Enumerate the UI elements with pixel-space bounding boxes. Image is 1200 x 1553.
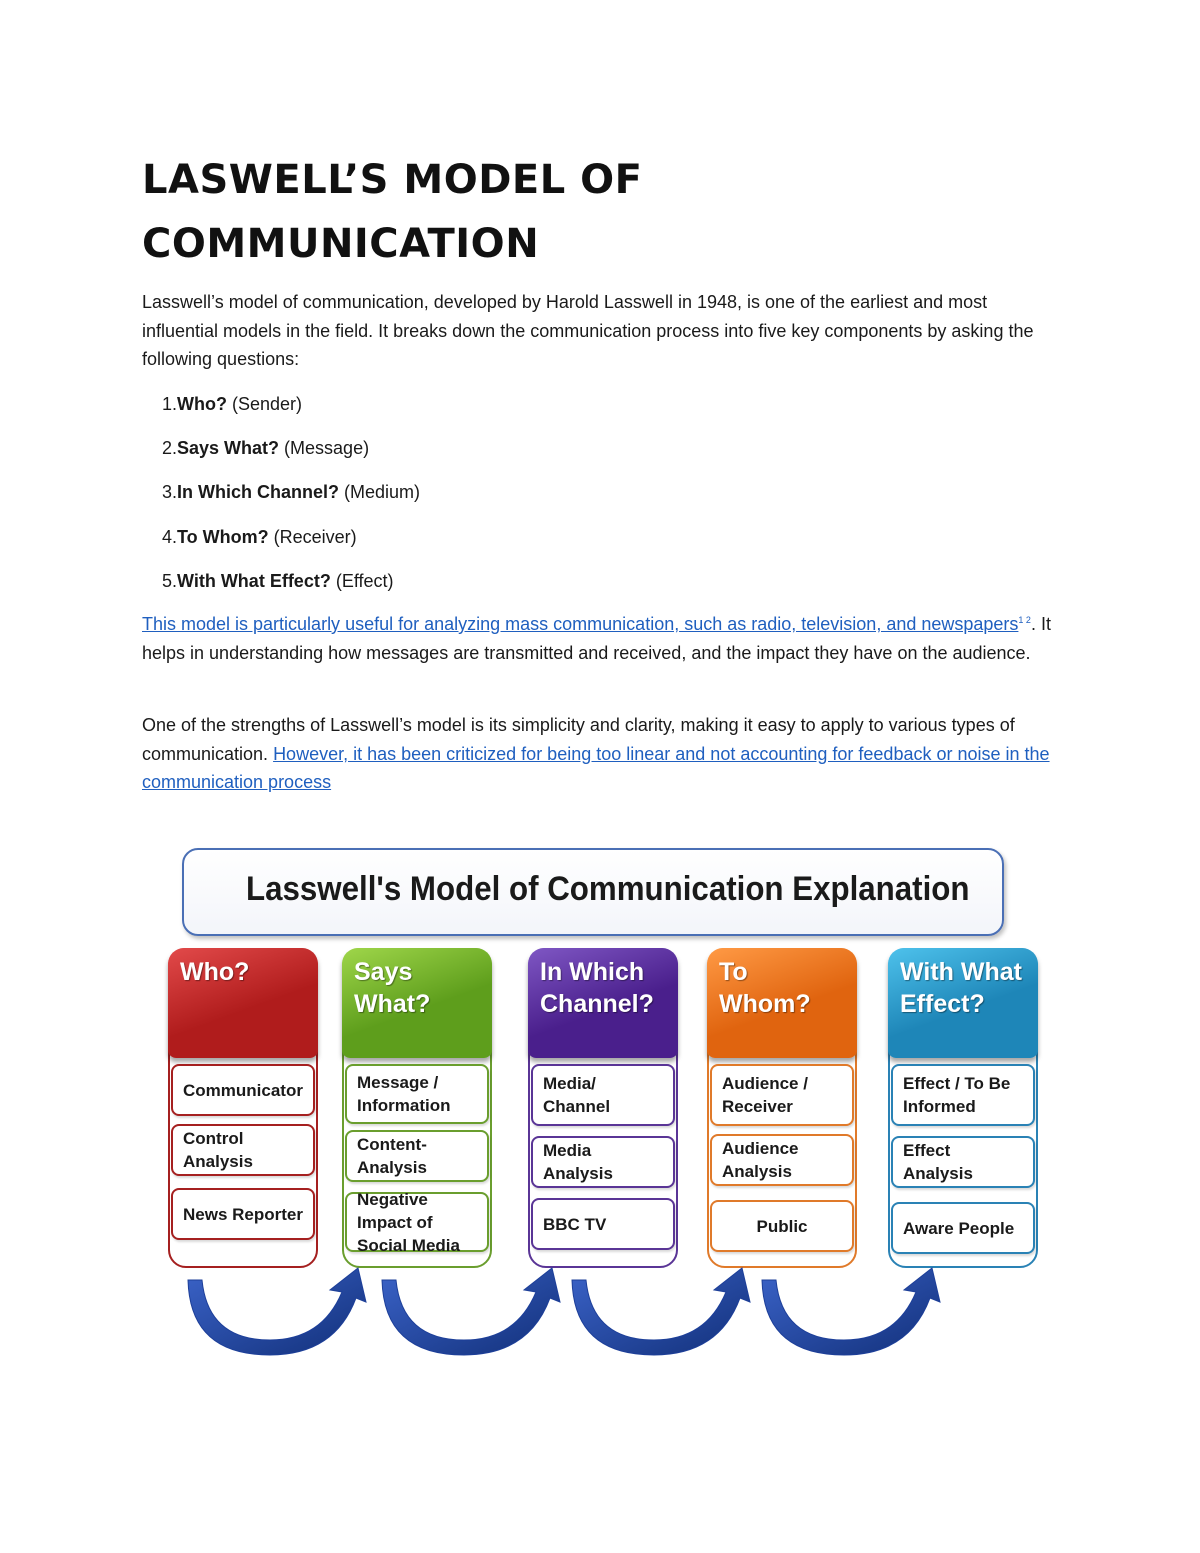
question-answer: (Sender) — [232, 394, 303, 414]
question-label: In Which Channel? — [177, 482, 339, 503]
list-item — [142, 390, 842, 434]
list-number: 2. — [161, 438, 177, 459]
question-label: With What Effect? — [177, 570, 331, 591]
list-number: 1. — [161, 394, 177, 414]
column-cell: Message / Information — [345, 1064, 489, 1124]
question-answer: (Message) — [284, 438, 370, 459]
flow-arrow-1-icon — [188, 1268, 366, 1355]
column-cell: Communicator — [171, 1064, 315, 1116]
question-answer: (Receiver) — [273, 526, 357, 547]
question-answer: (Effect) — [335, 570, 394, 591]
column-cell: Aware People — [891, 1202, 1035, 1254]
strengths-paragraph — [142, 711, 1062, 797]
list-item — [142, 523, 842, 567]
diagram-title-box — [182, 848, 1004, 936]
column-cell: Negative Impact of Social Media — [345, 1192, 489, 1252]
column-cell: Public — [710, 1200, 854, 1252]
column-cell: Control Analysis — [171, 1124, 315, 1176]
diagram-title: Lasswell's Model of Communication Explanation — [246, 870, 970, 908]
column-cell: Audience / Receiver — [710, 1064, 854, 1126]
question-list — [142, 390, 842, 611]
question-label: To Whom? — [177, 526, 269, 547]
column-cell: Content-Analysis — [345, 1130, 489, 1182]
question-answer: (Medium) — [344, 482, 421, 503]
list-number: 5. — [161, 570, 177, 591]
list-number: 4. — [161, 526, 177, 547]
column-cell: Media/ Channel — [531, 1064, 675, 1126]
criticism-link[interactable]: However, it has been criticized for being too linear and not accounting for feedback or noise in the communication process — [142, 743, 1050, 792]
list-item — [142, 434, 842, 478]
column-header: With What Effect? — [888, 948, 1038, 1058]
usefulness-paragraph — [142, 610, 1062, 667]
column-cell: Media Analysis — [531, 1136, 675, 1188]
list-item — [142, 567, 842, 611]
column-cell: Effect Analysis — [891, 1136, 1035, 1188]
column-cell: Effect / To Be Informed — [891, 1064, 1035, 1126]
column-cell: News Reporter — [171, 1188, 315, 1240]
list-number: 3. — [161, 482, 177, 503]
usefulness-text: . It helps in understanding how messages are transmitted and received, and the impact they have on the audience. — [142, 614, 1051, 663]
column-cell: Audience Analysis — [710, 1134, 854, 1186]
strengths-text: One of the strengths of Lasswell’s model is its simplicity and clarity, making it easy to apply to various types of communication. — [142, 715, 1015, 764]
flow-arrow-3-icon — [572, 1268, 750, 1355]
column-header: To Whom? — [707, 948, 857, 1058]
question-label: Says What? — [177, 438, 280, 459]
column-header: In Which Channel? — [528, 948, 678, 1058]
column-header: Who? — [168, 948, 318, 1058]
flow-arrow-2-icon — [382, 1268, 560, 1355]
lasswell-diagram — [160, 840, 1060, 1360]
column-header: Says What? — [342, 948, 492, 1058]
list-item — [142, 478, 842, 522]
flow-arrow-4-icon — [762, 1268, 940, 1355]
question-label: Who? — [177, 394, 227, 414]
page-title: LASWELL’S MODEL OF COMMUNICATION — [142, 157, 643, 267]
mass-communication-link[interactable]: This model is particularly useful for analyzing mass communication, such as radio, television, and newspapers — [142, 614, 1019, 634]
flow-arrows — [160, 1260, 1060, 1370]
column-cell: BBC TV — [531, 1198, 675, 1250]
intro-paragraph: Lasswell’s model of communication, developed by Harold Lasswell in 1948, is one of the earliest and most influential models in the field. It breaks down the communication process into five key components by asking the following questions: — [142, 292, 1034, 369]
citation-refs[interactable]: 1 2 — [1018, 615, 1031, 625]
